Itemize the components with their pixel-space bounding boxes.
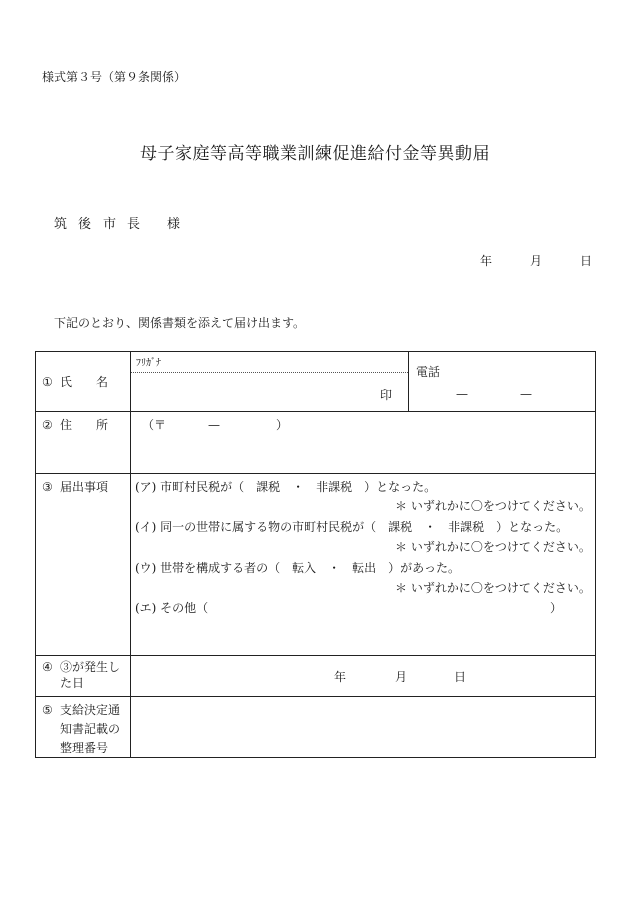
furigana-label: ﾌﾘｶﾞﾅ [136,358,161,369]
notification-item-c: (ウ) 世帯を構成する者の（ 転入 ・ 転出 ）があった。 [135,561,461,575]
notification-item-b: (イ) 同一の世帯に属する物の市町村民税が（ 課税 ・ 非課税 ）となった。 [135,520,569,534]
row-divider [36,696,595,697]
phone-column-divider [408,352,409,411]
occurred-year-label: 年 [334,670,347,684]
notification-item-d: (エ) その他（ [135,601,209,615]
notification-label: ③ 届出事項 [42,480,109,494]
other-field[interactable] [211,600,541,616]
postal-close: ） [276,418,289,432]
phone-separator: — [520,387,532,401]
occurred-day-label: 日 [454,670,467,684]
addressee-char: 市 [103,217,117,232]
notification-note: ＊ いずれかに〇をつけてください。 [395,499,591,513]
row-divider [36,473,595,474]
other-close-paren: ） [550,601,563,615]
seal-mark: 印 [380,388,393,402]
postal-open: （〒 [142,418,167,432]
addressee-honorific: 様 [167,217,181,232]
form-table [35,351,596,758]
document-title: 母子家庭等高等職業訓練促進給付金等異動届 [140,144,490,164]
occurred-month-label: 月 [395,670,408,684]
occurred-label: ④ ③が発生し た日 [42,660,121,690]
date-day-label: 日 [580,254,593,268]
row-divider [36,655,595,656]
postal-dash: — [208,418,220,432]
addressee-char: 筑 [54,217,68,232]
row-divider [36,411,595,412]
addressee-char: 後 [78,217,92,232]
occurred-date-field[interactable] [136,662,591,692]
phone-separator: — [456,387,468,401]
date-month-label: 月 [530,254,543,268]
phone-label: 電話 [416,365,441,379]
name-label: ① 氏 名 [42,375,109,389]
label-column-divider [130,352,131,757]
addressee-char: 長 [127,217,141,232]
address-field[interactable] [136,436,591,468]
intro-text: 下記のとおり、関係書類を添えて届け出ます。 [54,316,306,330]
address-label: ② 住 所 [42,418,109,432]
reference-number-field[interactable] [136,702,591,752]
furigana-field[interactable] [136,373,406,389]
name-field[interactable] [136,390,376,406]
notification-note: ＊ いずれかに〇をつけてください。 [395,540,591,554]
phone-field[interactable] [414,383,590,403]
date-year-label: 年 [480,254,493,268]
reference-label: ⑤ 支給決定通 知書記載の 整理番号 [42,703,121,755]
notification-note: ＊ いずれかに〇をつけてください。 [395,581,591,595]
form-number: 様式第３号（第９条関係） [42,70,187,84]
notification-item-a: (ア) 市町村民税が（ 課税 ・ 非課税 ）となった。 [135,480,437,494]
